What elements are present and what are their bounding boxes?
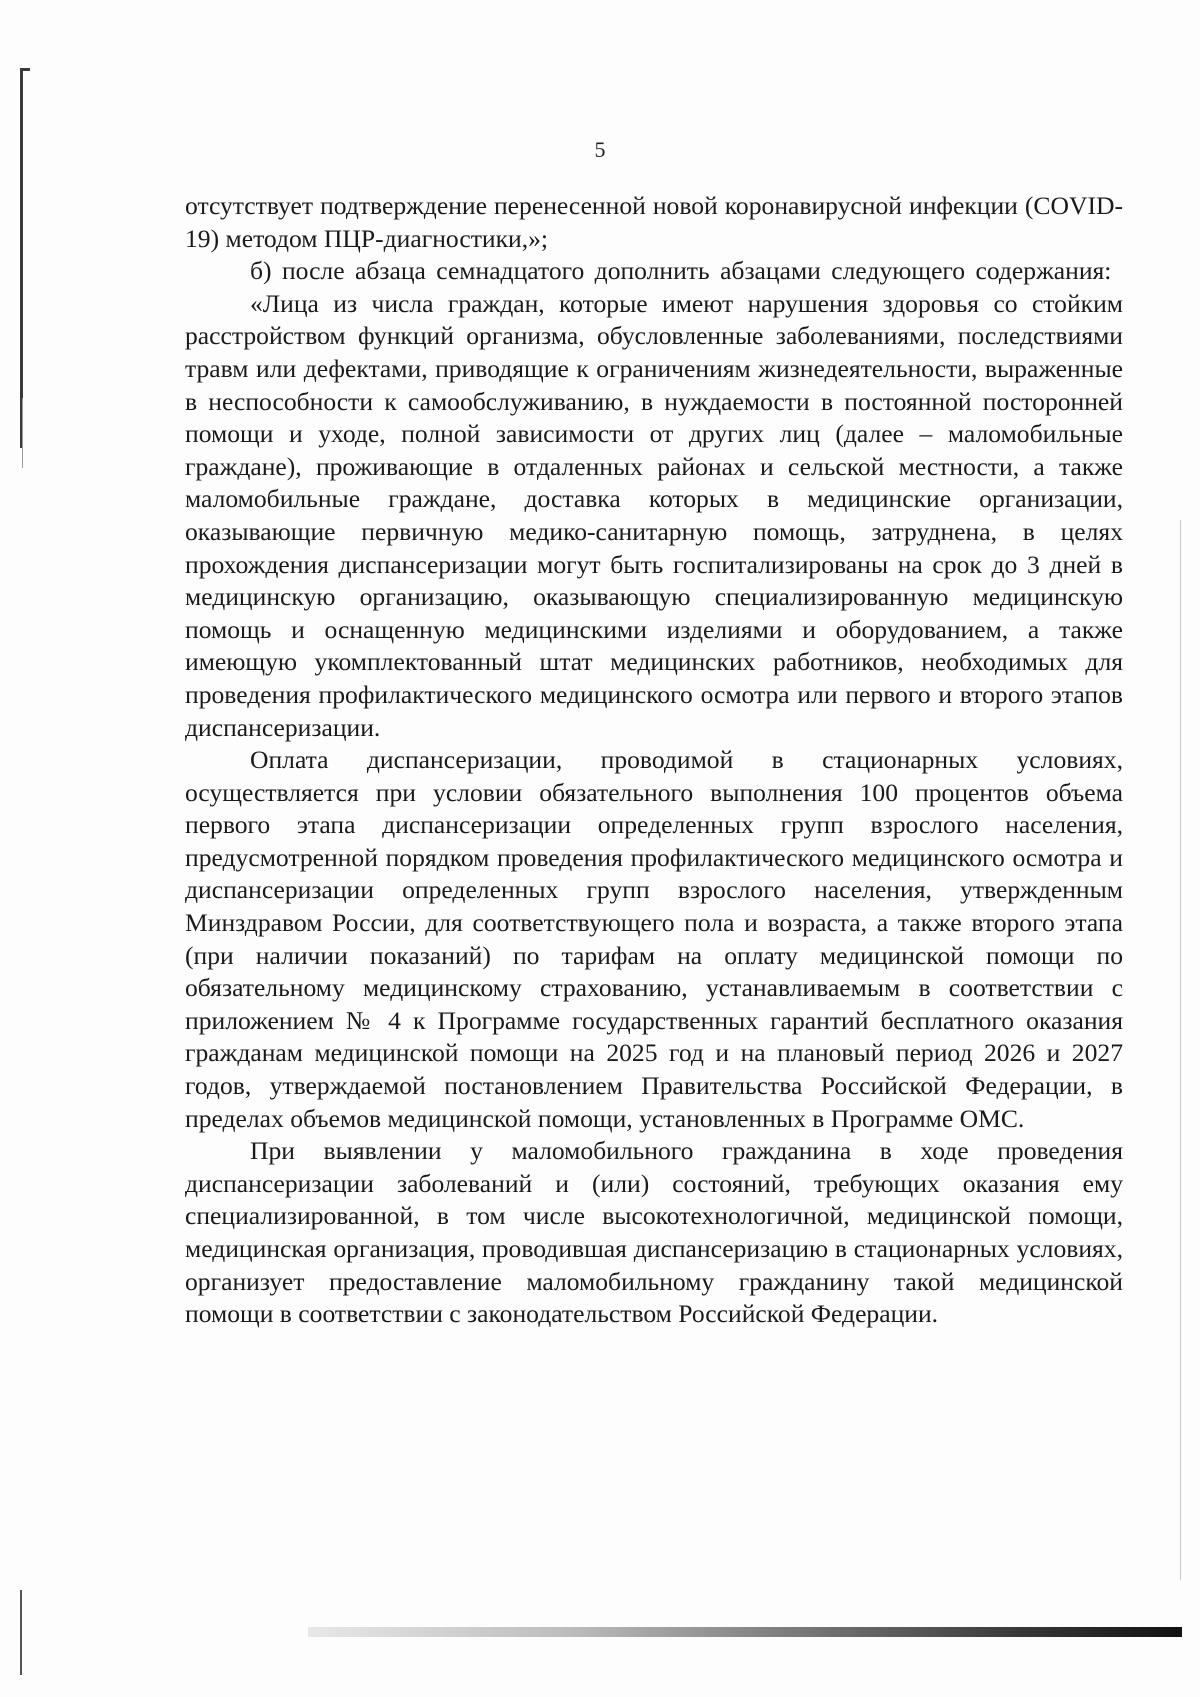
scan-margin-mark xyxy=(20,1590,22,1675)
paragraph: Оплата диспансеризации, проводимой в стационарных условиях, осуществляется при условии обязательного выполнения 100 процентов объема первого этапа диспансеризации определенных групп взрослого населения, предусмотренной порядком проведения профилактического медицинского осмотра и диспансеризации определенных групп взрослого населения, утвержденным Минздравом России, для соответствующего пола и возраста, а также второго этапа (при наличии показаний) по тарифам на оплату медицинской помощи по обязательному медицинскому страхованию, устанавливаемым в соответствии с приложением № 4 к Программе государственных гарантий бесплатного оказания гражданам медицинской помощи на 2025 год и на плановый период 2026 и 2027 годов, утверждаемой постановлением Правительства Российской Федерации, в пределах объемов медицинской помощи, установленных в Программе ОМС. xyxy=(185,745,1123,1133)
scan-edge-shadow xyxy=(308,1627,1182,1637)
scan-margin-mark xyxy=(22,398,23,468)
paragraph: «Лица из числа граждан, которые имеют нарушения здоровья со стойким расстройством функций организма, обусловленные заболеваниями, последствиями травм или дефектами, приводящие к ограничениям жизнедеятельности, выраженные в неспособности к самообслуживанию, в нуждаемости в постоянной посторонней помощи и уходе, полной зависимости от других лиц (далее – маломобильные граждане), проживающие в отдаленных районах и сельской местности, а также маломобильные граждане, доставка которых в медицинские организации, оказывающие первичную медико-санитарную помощь, затруднена, в целях прохождения диспансеризации могут быть госпитализированы на срок до 3 дней в медицинскую организацию, оказывающую специализированную медицинскую помощь и оснащенную медицинскими изделиями и оборудованием, а также имеющую укомплектованный штат медицинских работников, необходимых для проведения профилактического медицинского осмотра или первого и второго этапов диспансеризации. xyxy=(185,288,1123,742)
paragraph: отсутствует подтверждение перенесенной новой коронавирусной инфекции (COVID-19) методом ПЦР-диагностики,»; xyxy=(185,191,1123,253)
paragraph: При выявлении у маломобильного гражданина в ходе проведения диспансеризации заболеваний и (или) состояний, требующих оказания ему специализированной, в том числе высокотехнологичной, медицинской помощи, медицинская организация, проводившая диспансеризацию в стационарных условиях, организует предоставление маломобильному гражданину такой медицинской помощи в соответствии с законодательством Российской Федерации. xyxy=(185,1136,1123,1329)
document-body xyxy=(185,190,1123,1331)
page-number: 5 xyxy=(594,137,606,162)
scan-margin-mark xyxy=(20,68,23,448)
paragraph: б) после абзаца семнадцатого дополнить абзацами следующего содержания: xyxy=(250,256,1112,286)
scan-margin-mark xyxy=(1180,520,1181,1580)
